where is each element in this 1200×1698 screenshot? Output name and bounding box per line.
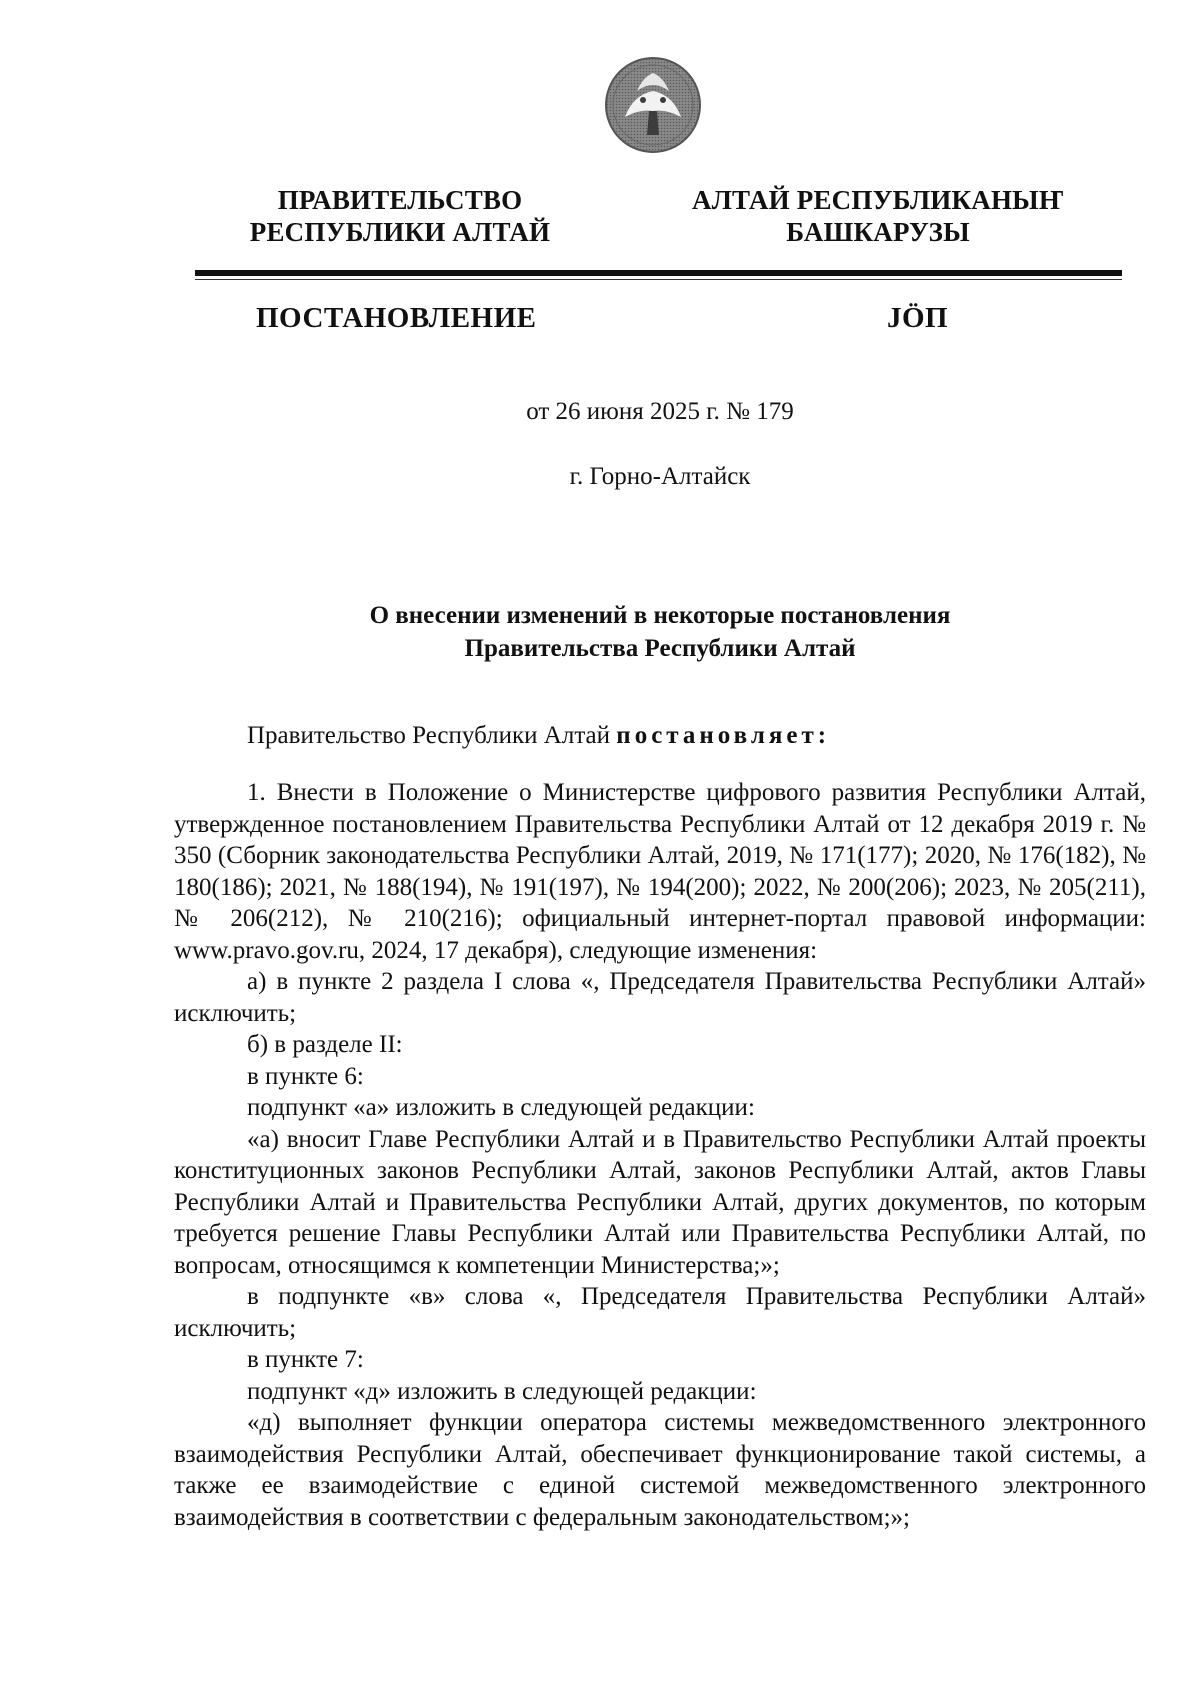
doc-type-altai: JÖП <box>887 302 949 334</box>
doc-type-russian: ПОСТАНОВЛЕНИЕ <box>256 302 537 334</box>
header-right-line1: АЛТАЙ РЕСПУБЛИКАНЫҤ <box>692 185 1064 215</box>
preamble-text: Правительство Республики Алтай <box>247 722 617 749</box>
paragraph-subpoint-d-intro: подпункт «д» изложить в следующей редакции: <box>247 1377 757 1405</box>
paragraph-subpoint-a-text: «а) вносит Главе Республики Алтай и в Правительство Республики Алтай проекты конституционных законов Республики Алтай, законов Республики Алтай, актов Главы Республики Алтай и Правительства Республики Алтай, других документов, по которым требуется решение Главы Республики Алтай или Правительства Республики Алтай, по вопросам, относящимся к компетенции Министерства;»; <box>174 1125 1146 1279</box>
paragraph-item-1: 1. Внести в Положение о Министерстве цифрового развития Республики Алтай, утвержденное постановлением Правительства Республики Алтай от 12 декабря 2019 г. № 350 (Сборник законодательства Республики Алтай, 2019, № 171(177); 2020, № 176(182), № 180(186); 2021, № 188(194), № 191(197), № 194(200); 2022, № 200(206); 2023, № 205(211), № 206(212), № 210(216); официальный интернет-портал правовой информации: www.pravo.gov.ru, 2024, 17 декабря), следующие изменения: <box>174 779 1146 964</box>
coat-of-arms-emblem <box>603 55 703 155</box>
document-body <box>174 777 1146 1533</box>
paragraph-subpoint-v: в подпункте «в» слова «, Председателя Правительства Республики Алтай» исключить; <box>174 1283 1146 1342</box>
header-right-line2: БАШКАРУЗЫ <box>786 217 970 247</box>
header-divider-thin <box>195 279 1122 280</box>
document-title <box>250 599 1070 665</box>
header-left-line1: ПРАВИТЕЛЬСТВО <box>277 185 523 215</box>
header-left-line2: РЕСПУБЛИКИ АЛТАЙ <box>249 217 551 247</box>
government-name-altai <box>678 184 1078 248</box>
header-divider-thick <box>195 270 1122 276</box>
paragraph-subpoint-d-text: «д) выполняет функции оператора системы межведомственного электронного взаимодействия Республики Алтай, обеспечивает функционирование такой системы, а также ее взаимодействие с единой системой межведомственного электронного взаимодействия в соответствии с федеральным законодательством;»; <box>174 1409 1146 1531</box>
paragraph-point-6: в пункте 6: <box>247 1062 364 1090</box>
paragraph-sub-b: б) в разделе II: <box>247 1031 403 1058</box>
title-line2: Правительства Республики Алтай <box>464 635 856 662</box>
preamble-decision-word: постановляет: <box>616 722 831 749</box>
city: г. Горно-Алтайск <box>569 463 751 490</box>
paragraph-subpoint-a-intro: подпункт «а» изложить в следующей редакции: <box>247 1094 755 1121</box>
government-name-russian <box>200 184 600 248</box>
title-line1: О внесении изменений в некоторые постановления <box>369 602 951 629</box>
paragraph-sub-a: а) в пункте 2 раздела I слова «, Председателя Правительства Республики Алтай» исключить; <box>174 968 1146 1027</box>
paragraph-point-7: в пункте 7: <box>247 1346 364 1373</box>
preamble <box>247 722 830 750</box>
date-and-number: от 26 июня 2025 г. № 179 <box>526 398 794 425</box>
